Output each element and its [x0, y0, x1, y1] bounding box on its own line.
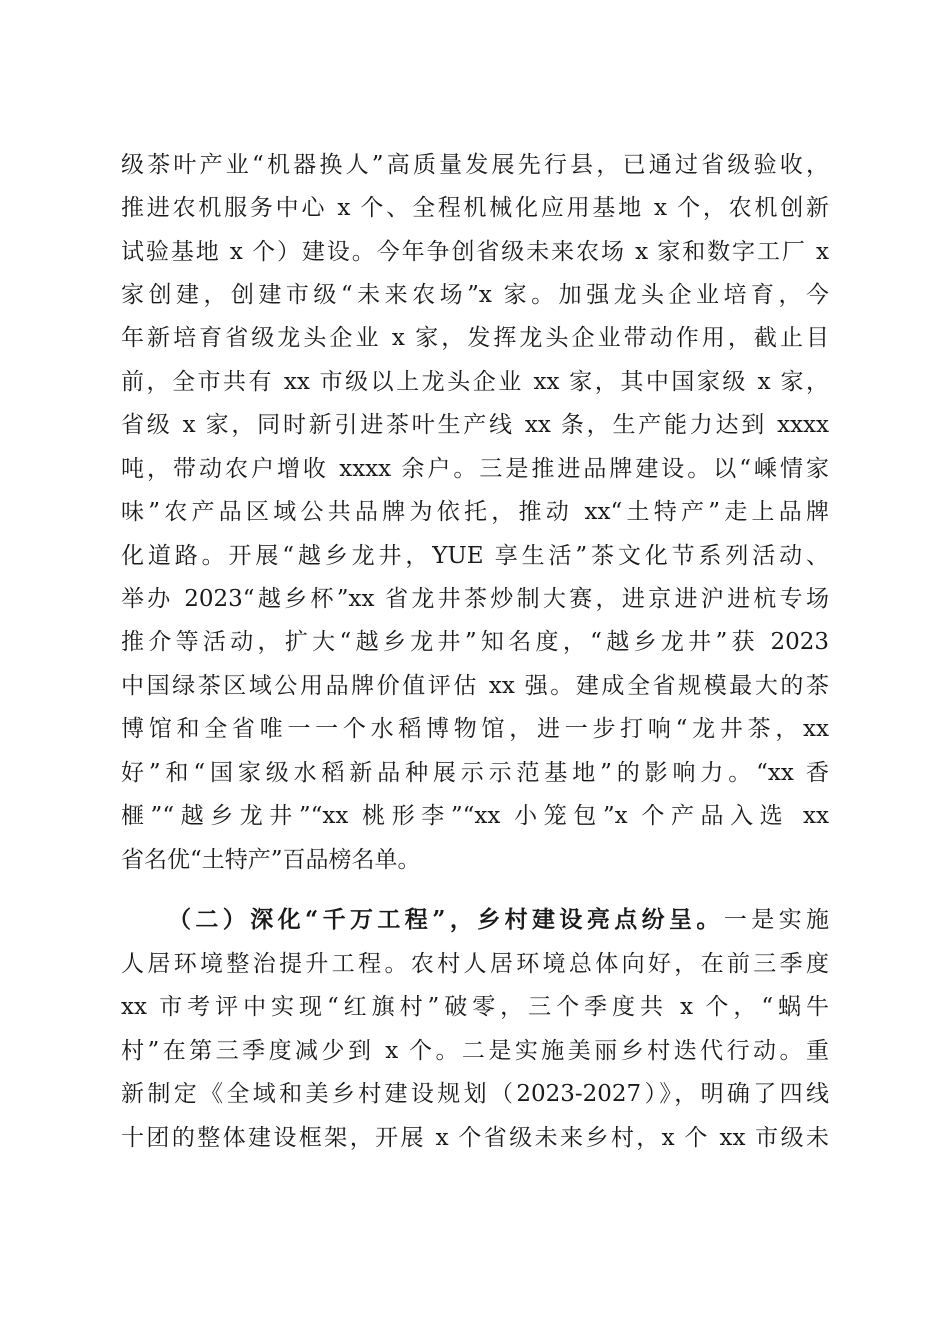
paragraph-line: 推进农机服务中心 x 个、全程机械化应用基地 x 个，农机创新	[121, 195, 829, 221]
paragraph-line: 味”农产品区域公共品牌为依托，推动 xx“土特产”走上品牌	[121, 499, 829, 525]
paragraph-line: 人居环境整治提升工程。农村人居环境总体向好，在前三季度	[121, 951, 829, 977]
paragraph-line: 十团的整体建设框架，开展 x 个省级未来乡村，x 个 xx 市级未	[121, 1125, 829, 1151]
paragraph-line: 前，全市共有 xx 市级以上龙头企业 xx 家，其中国家级 x 家，	[121, 369, 829, 395]
paragraph-line: 年新培育省级龙头企业 x 家，发挥龙头企业带动作用，截止目	[121, 325, 829, 351]
paragraph-line: 好”和“国家级水稻新品种展示示范基地”的影响力。“xx 香	[121, 760, 829, 786]
section-heading: （二）深化“千万工程”，乡村建设亮点纷呈。	[168, 906, 724, 933]
paragraph-line: 新制定《全域和美乡村建设规划（2023-2027）》，明确了四线	[121, 1081, 829, 1107]
paragraph-line: 榧”“越乡龙井”“xx 桃形李”“xx 小笼包”x 个产品入选 xx	[121, 803, 829, 829]
section-heading-continuation: 一是实施	[723, 907, 830, 933]
paragraph-line: 举办 2023“越乡杯”xx 省龙井茶炒制大赛，进京进沪进杭专场	[121, 586, 829, 612]
paragraph-line: 博馆和全省唯一一个水稻博物馆，进一步打响“龙井茶，xx	[121, 716, 829, 742]
paragraph-line: 化道路。开展“越乡龙井，YUE 享生活”茶文化节系列活动、	[121, 543, 829, 569]
paragraph-line: 村”在第三季度减少到 x 个。二是实施美丽乡村迭代行动。重	[121, 1038, 829, 1064]
paragraph-line: 试验基地 x 个）建设。今年争创省级未来农场 x 家和数字工厂 x	[121, 239, 829, 265]
paragraph-line: 推介等活动，扩大“越乡龙井”知名度，“越乡龙井”获 2023	[121, 629, 829, 655]
paragraph-line: 中国绿茶区域公用品牌价值评估 xx 强。建成全省规模最大的茶	[121, 673, 829, 699]
paragraph-line: 省名优“土特产”百品榜名单。	[121, 847, 421, 873]
paragraph-line: 省级 x 家，同时新引进茶叶生产线 xx 条，生产能力达到 xxxx	[121, 412, 829, 438]
section-heading-line	[168, 900, 829, 940]
paragraph-line: 级茶叶产业“机器换人”高质量发展先行县，已通过省级验收，	[121, 152, 829, 178]
paragraph-line: xx 市考评中实现“红旗村”破零，三个季度共 x 个，“蜗牛	[121, 994, 829, 1020]
paragraph-line: 吨，带动农户增收 xxxx 余户。三是推进品牌建设。以“嵊情家	[121, 456, 829, 482]
paragraph-line: 家创建，创建市级“未来农场”x 家。加强龙头企业培育，今	[121, 282, 829, 308]
